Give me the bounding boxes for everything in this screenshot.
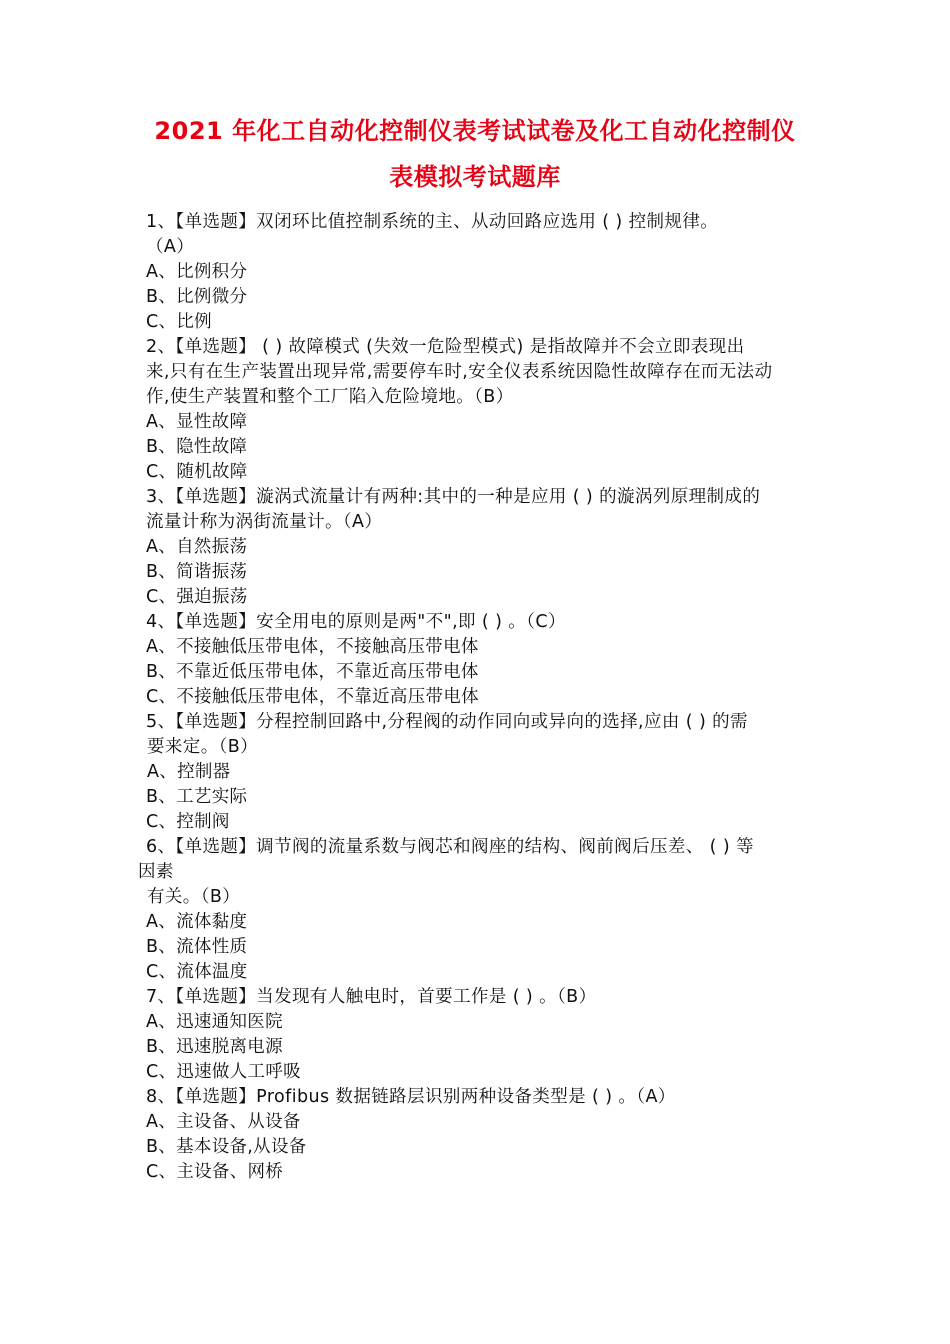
question-3-option-b: B、简谐振荡 bbox=[146, 562, 248, 582]
question-8 bbox=[146, 1085, 818, 1185]
question-7-option-b: B、迅速脱离电源 bbox=[146, 1037, 283, 1057]
question-7-option-c: C、迅速做人工呼吸 bbox=[146, 1062, 301, 1082]
question-8-option-c: C、主设备、网桥 bbox=[146, 1162, 284, 1182]
question-2-line-1: 2、【单选题】 ( ) 故障模式 (失效一危险型模式) 是指故障并不会立即表现出 bbox=[146, 337, 745, 357]
question-2-option-c: C、随机故障 bbox=[146, 462, 248, 482]
question-8-option-b: B、基本设备,从设备 bbox=[146, 1137, 307, 1157]
question-3-option-a: A、自然振荡 bbox=[146, 537, 248, 557]
question-1-option-c: C、比例 bbox=[146, 312, 212, 332]
question-3-option-c: C、强迫振荡 bbox=[146, 587, 248, 607]
document-title-line-1: 2021 年化工自动化控制仪表考试试卷及化工自动化控制仪 bbox=[154, 117, 796, 145]
question-6-option-b: B、流体性质 bbox=[146, 937, 248, 957]
question-1-option-b: B、比例微分 bbox=[146, 287, 248, 307]
question-5-option-c: C、控制阀 bbox=[146, 812, 230, 832]
question-6-option-a: A、流体黏度 bbox=[146, 912, 248, 932]
question-3-line-1: 3、【单选题】漩涡式流量计有两种:其中的一种是应用 ( ) 的漩涡列原理制成的 bbox=[146, 487, 761, 507]
question-4-option-a: A、不接触低压带电体，不接触高压带电体 bbox=[146, 637, 479, 657]
question-list bbox=[138, 210, 818, 1185]
question-3-line-2: 流量计称为涡街流量计。（A） bbox=[146, 512, 383, 532]
question-2 bbox=[146, 335, 818, 485]
question-4-option-b: B、不靠近低压带电体，不靠近高压带电体 bbox=[146, 662, 479, 682]
question-5-option-b: B、工艺实际 bbox=[146, 787, 248, 807]
question-2-line-3: 作,使生产装置和整个工厂陷入危险境地。（B） bbox=[146, 387, 514, 407]
question-1-line-1: 1、【单选题】双闭环比值控制系统的主、从动回路应选用 ( ) 控制规律。 bbox=[146, 212, 719, 232]
question-2-option-b: B、隐性故障 bbox=[146, 437, 248, 457]
question-7 bbox=[146, 985, 818, 1085]
question-1-line-2: （A） bbox=[146, 237, 195, 257]
question-5-line-2: 要来定。（B） bbox=[147, 737, 259, 757]
question-1 bbox=[146, 210, 818, 335]
question-3 bbox=[146, 485, 818, 610]
question-8-line-1: 8、【单选题】Profibus 数据链路层识别两种设备类型是 ( ) 。（A） bbox=[146, 1087, 676, 1107]
question-5-option-a: A、控制器 bbox=[147, 762, 231, 782]
question-1-option-a: A、比例积分 bbox=[146, 262, 248, 282]
question-8-option-a: A、主设备、从设备 bbox=[146, 1112, 301, 1132]
question-2-option-a: A、显性故障 bbox=[146, 412, 248, 432]
question-2-line-2: 来,只有在生产装置出现异常,需要停车时,安全仪表系统因隐性故障存在而无法动 bbox=[146, 362, 773, 382]
question-4 bbox=[146, 610, 818, 710]
question-4-option-c: C、不接触低压带电体，不靠近高压带电体 bbox=[146, 687, 479, 707]
question-4-line-1: 4、【单选题】安全用电的原则是两"不",即 ( ) 。（C） bbox=[146, 612, 566, 632]
question-6-line-3: 有关。（B） bbox=[147, 887, 241, 907]
question-7-line-1: 7、【单选题】当发现有人触电时，首要工作是 ( ) 。（B） bbox=[146, 987, 597, 1007]
document-title-line-2: 表模拟考试题库 bbox=[389, 163, 561, 191]
question-7-option-a: A、迅速通知医院 bbox=[146, 1012, 283, 1032]
question-6-option-c: C、流体温度 bbox=[146, 962, 248, 982]
question-6 bbox=[138, 835, 818, 985]
question-6-line-1: 6、【单选题】调节阀的流量系数与阀芯和阀座的结构、阀前阀后压差、 ( ) 等 bbox=[146, 837, 754, 857]
question-5-line-1: 5、【单选题】分程控制回路中,分程阀的动作同向或异向的选择,应由 ( ) 的需 bbox=[146, 712, 748, 732]
question-6-line-2: 因素 bbox=[138, 862, 174, 882]
question-5 bbox=[146, 710, 818, 835]
